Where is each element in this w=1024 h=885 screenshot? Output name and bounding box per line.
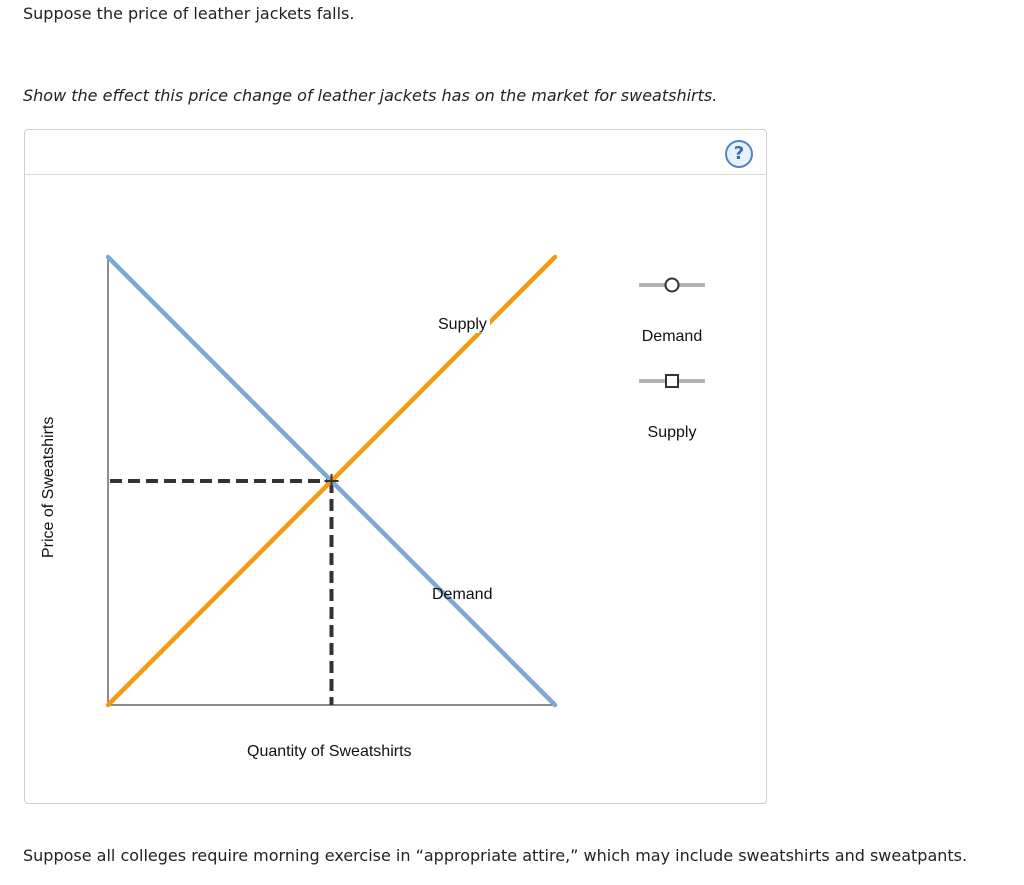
x-axis-label: Quantity of Sweatshirts <box>247 743 412 760</box>
graph-panel <box>24 129 767 804</box>
palette-demand-label: Demand <box>641 328 703 345</box>
palette-demand-tool[interactable] <box>639 279 705 346</box>
help-icon[interactable]: ? <box>725 140 753 168</box>
supply-curve-label: Supply <box>438 316 487 333</box>
instruction-text: Show the effect this price change of leather jackets has on the market for sweatshirts. <box>23 86 718 105</box>
demand-curve-label: Demand <box>432 586 493 603</box>
y-axis-label: Price of Sweatshirts <box>40 416 57 558</box>
circle-point-icon <box>666 279 679 292</box>
question-text: Suppose the price of leather jackets falls. <box>23 4 355 23</box>
palette-supply-label: Supply <box>647 424 697 441</box>
square-point-icon <box>666 375 678 387</box>
palette-supply-tool[interactable] <box>639 375 705 441</box>
graph-area[interactable] <box>25 130 768 805</box>
question-text-2: Suppose all colleges require morning exercise in “appropriate attire,” which may include sweatshirts and sweatpants. <box>23 846 968 865</box>
